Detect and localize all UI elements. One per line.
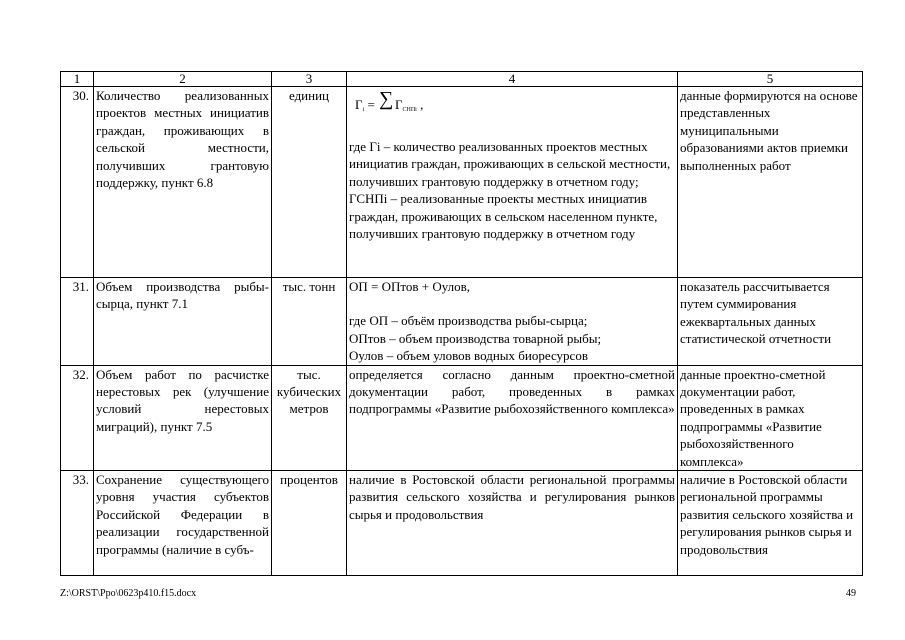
table-header-row <box>61 72 863 87</box>
indicator-name: Объем производства рыбы-сырца, пункт 7.1 <box>94 278 272 366</box>
source-cell: данные проектно-сметной документации работ, проведенных в рамках подпрограммы «Развитие рыбохозяйственного комплекса» <box>678 365 863 470</box>
header-cell-col3: 3 <box>272 72 347 87</box>
indicator-name: Количество реализованных проектов местных инициатив граждан, проживающих в сельской местности, получивших грантовую поддержку, пункт 6.8 <box>94 87 272 278</box>
formula-rhs: ГСНПi , <box>395 97 424 113</box>
unit-cell: тыс. тонн <box>272 278 347 366</box>
method-paragraph: ГСНПi – реализованные проекты местных инициатив граждан, проживающих в сельском населенном пункте, получивших грантовую поддержку в отчетном году <box>349 191 658 242</box>
row-number: 30. <box>61 87 94 278</box>
method-paragraph: где ОП – объём производства рыбы-сырца; <box>349 313 588 329</box>
header-cell-col5: 5 <box>678 72 863 87</box>
formula-lhs: Гi = <box>355 97 375 113</box>
source-cell: показатель рассчитывается путем суммирования ежеквартальных данных статистической отчетности <box>678 278 863 366</box>
table-row <box>61 278 863 366</box>
header-cell-col4: 4 <box>347 72 678 87</box>
page-number: 49 <box>846 588 856 599</box>
row-number: 33. <box>61 471 94 576</box>
unit-cell: процентов <box>272 471 347 576</box>
formula <box>349 87 675 121</box>
method-formula: ОП = ОПтов + Оулов, <box>349 279 471 294</box>
method-paragraph: ОПтов – объем производства товарной рыбы; <box>349 330 602 346</box>
header-cell-col2: 2 <box>94 72 272 87</box>
method-paragraph: Оулов – объем уловов водных биоресурсов <box>349 348 588 364</box>
method-cell <box>347 471 678 576</box>
header-cell-col1: 1 <box>61 72 94 87</box>
table-row <box>61 365 863 470</box>
sum-sign: ∑ <box>379 88 394 110</box>
method-paragraph: где Гi – количество реализованных проектов местных инициатив граждан, проживающих в сельской местности, получивших грантовую поддержку в отчетном году; <box>349 139 671 189</box>
table-row <box>61 471 863 576</box>
method-cell <box>347 365 678 470</box>
indicator-name: Объем работ по расчистке нерестовых рек (улучшение условий нерестовых миграций), пункт 7.5 <box>94 365 272 470</box>
table-row <box>61 87 863 278</box>
method-cell <box>347 278 678 366</box>
source-cell: данные формируются на основе представленных муниципальными образованиями актов приемки выполненных работ <box>678 87 863 278</box>
method-cell <box>347 87 678 278</box>
indicator-name: Сохранение существующего уровня участия субъектов Российской Федерации в реализации государственной программы (наличие в субъ- <box>94 471 272 576</box>
method-paragraph: наличие в Ростовской области региональной программы развития сельского хозяйства и регулирования рынков сырья и продовольствия <box>349 472 675 522</box>
row-number: 32. <box>61 365 94 470</box>
row-number: 31. <box>61 278 94 366</box>
indicators-table <box>60 71 863 576</box>
footer-file-path: Z:\ORST\Ppo\0623p410.f15.docx <box>60 588 197 599</box>
method-paragraph: определяется согласно данным проектно-сметной документации работ, проведенных в рамках подпрограммы «Развитие рыбохозяйственного комплекса» <box>349 366 675 417</box>
source-cell: наличие в Ростовской области региональной программы развития сельского хозяйства и регулирования рынков сырья и продовольствия <box>678 471 863 576</box>
unit-cell: тыс. кубических метров <box>272 365 347 470</box>
unit-cell: единиц <box>272 87 347 278</box>
